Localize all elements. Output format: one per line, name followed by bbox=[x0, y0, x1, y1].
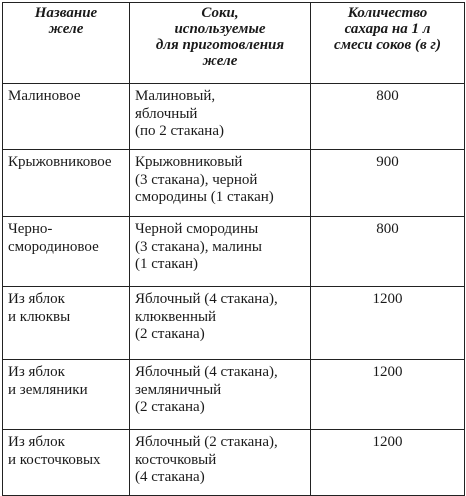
cell-juices: Малиновый, яблочный (по 2 стакана) bbox=[130, 84, 311, 150]
cell-jelly-name: Из яблок и клюквы bbox=[3, 287, 130, 360]
header-sugar-amount: Количество сахара на 1 л смеси соков (в г) bbox=[311, 3, 465, 84]
table-row bbox=[3, 360, 465, 430]
table-row bbox=[3, 430, 465, 496]
header-juices-used: Соки, используемые для приготовления желе bbox=[130, 3, 311, 84]
cell-jelly-name: Крыжовниковое bbox=[3, 150, 130, 217]
cell-sugar: 1200 bbox=[311, 430, 465, 496]
table-row bbox=[3, 287, 465, 360]
table-header-row bbox=[3, 3, 465, 84]
cell-juices: Крыжовниковый (3 стакана), черной смородины (1 стакан) bbox=[130, 150, 311, 217]
cell-sugar: 800 bbox=[311, 217, 465, 287]
cell-juices: Яблочный (4 стакана), клюквенный (2 стакана) bbox=[130, 287, 311, 360]
header-jelly-name: Название желе bbox=[3, 3, 130, 84]
table-row bbox=[3, 217, 465, 287]
cell-jelly-name: Из яблок и косточковых bbox=[3, 430, 130, 496]
cell-juices: Яблочный (4 стакана), земляничный (2 стакана) bbox=[130, 360, 311, 430]
jelly-juice-table bbox=[2, 2, 465, 496]
cell-sugar: 900 bbox=[311, 150, 465, 217]
table-row bbox=[3, 84, 465, 150]
cell-juices: Яблочный (2 стакана), косточковый (4 стакана) bbox=[130, 430, 311, 496]
cell-jelly-name: Из яблок и земляники bbox=[3, 360, 130, 430]
cell-sugar: 1200 bbox=[311, 287, 465, 360]
cell-jelly-name: Малиновое bbox=[3, 84, 130, 150]
cell-sugar: 1200 bbox=[311, 360, 465, 430]
cell-sugar: 800 bbox=[311, 84, 465, 150]
cell-jelly-name: Черно- смородиновое bbox=[3, 217, 130, 287]
cell-juices: Черной смородины (3 стакана), малины (1 стакан) bbox=[130, 217, 311, 287]
table-row bbox=[3, 150, 465, 217]
